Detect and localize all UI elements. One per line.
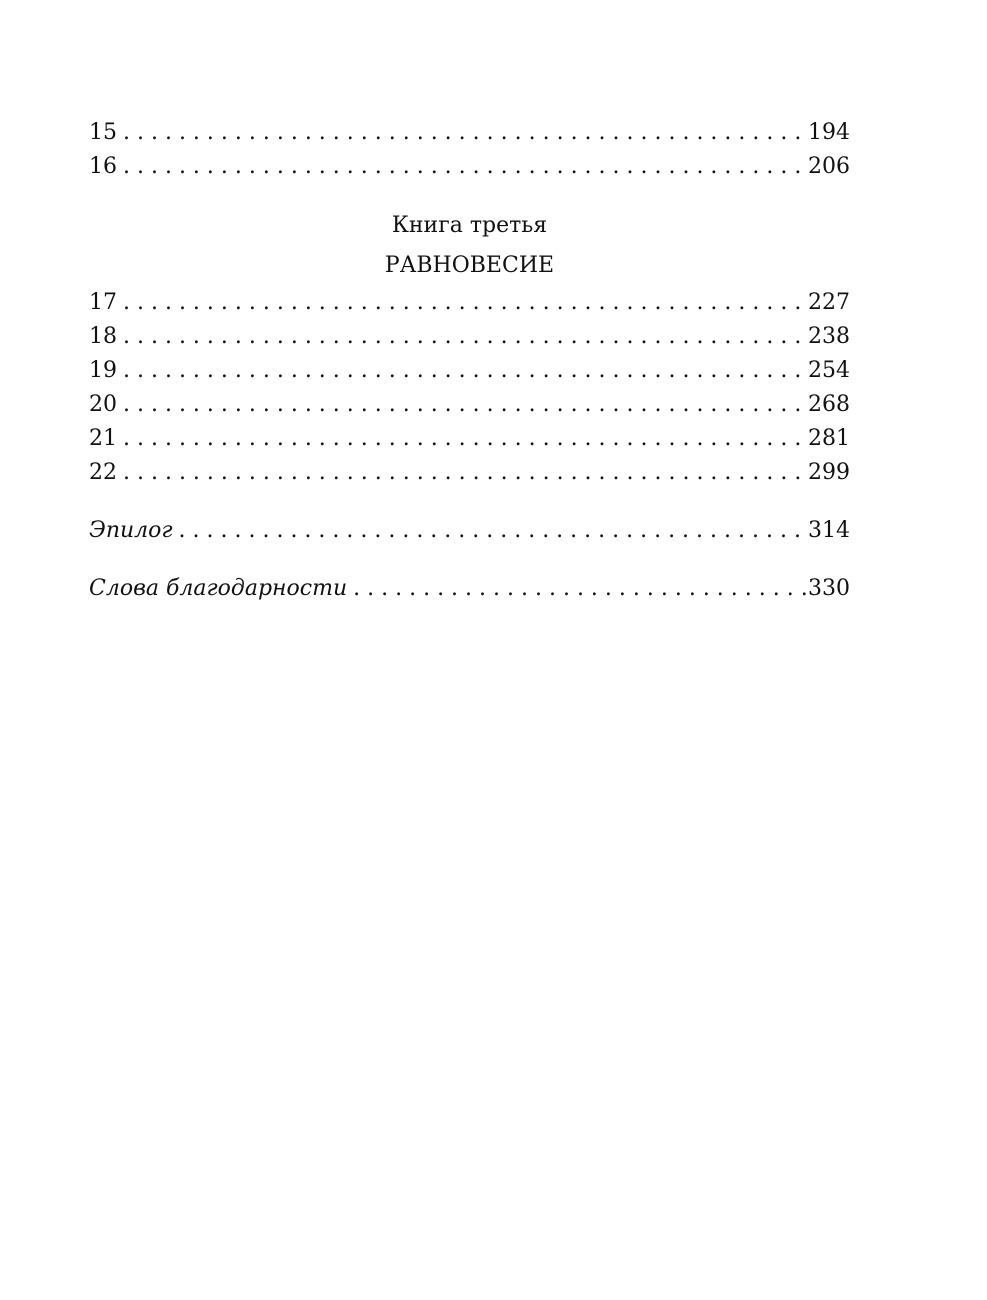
dot-leader — [179, 514, 806, 548]
chapter-number: 21 — [89, 426, 117, 451]
chapter-number: 15 — [89, 120, 117, 145]
page-number: 268 — [808, 392, 850, 417]
dot-leader — [123, 388, 806, 422]
page-number: 206 — [808, 154, 850, 179]
chapter-number: 17 — [89, 290, 117, 315]
dot-leader — [353, 572, 806, 606]
chapter-number: 19 — [89, 358, 117, 383]
dot-leader — [123, 150, 806, 184]
toc-entry-acknowledgements[interactable] — [89, 572, 850, 606]
toc-entry-17[interactable] — [89, 286, 850, 320]
toc-entry-21[interactable] — [89, 422, 850, 456]
dot-leader — [123, 456, 806, 490]
dot-leader — [123, 354, 806, 388]
dot-leader — [123, 320, 806, 354]
page-number: 194 — [808, 120, 850, 145]
dot-leader — [123, 422, 806, 456]
section-title: Эпилог — [89, 518, 173, 543]
page-number: 314 — [808, 518, 850, 543]
page-number: 227 — [808, 290, 850, 315]
page-number: 299 — [808, 460, 850, 485]
chapter-number: 20 — [89, 392, 117, 417]
chapter-number: 16 — [89, 154, 117, 179]
page-number: 238 — [808, 324, 850, 349]
section-title: Слова благодарности — [89, 576, 348, 601]
chapter-number: 18 — [89, 324, 117, 349]
toc-entry-16[interactable] — [89, 150, 850, 184]
chapter-number: 22 — [89, 460, 117, 485]
page-number: 254 — [808, 358, 850, 383]
page-number: 281 — [808, 426, 850, 451]
page-number: 330 — [808, 576, 850, 601]
table-of-contents — [89, 116, 850, 606]
toc-entry-19[interactable] — [89, 354, 850, 388]
dot-leader — [123, 116, 806, 150]
book-subtitle: Книга третья — [391, 213, 548, 238]
toc-entry-22[interactable] — [89, 456, 850, 490]
dot-leader — [123, 286, 806, 320]
toc-entry-15[interactable] — [89, 116, 850, 150]
toc-entry-18[interactable] — [89, 320, 850, 354]
toc-entry-epilogue[interactable] — [89, 514, 850, 548]
book-title: РАВНОВЕСИЕ — [384, 253, 555, 278]
toc-entry-20[interactable] — [89, 388, 850, 422]
